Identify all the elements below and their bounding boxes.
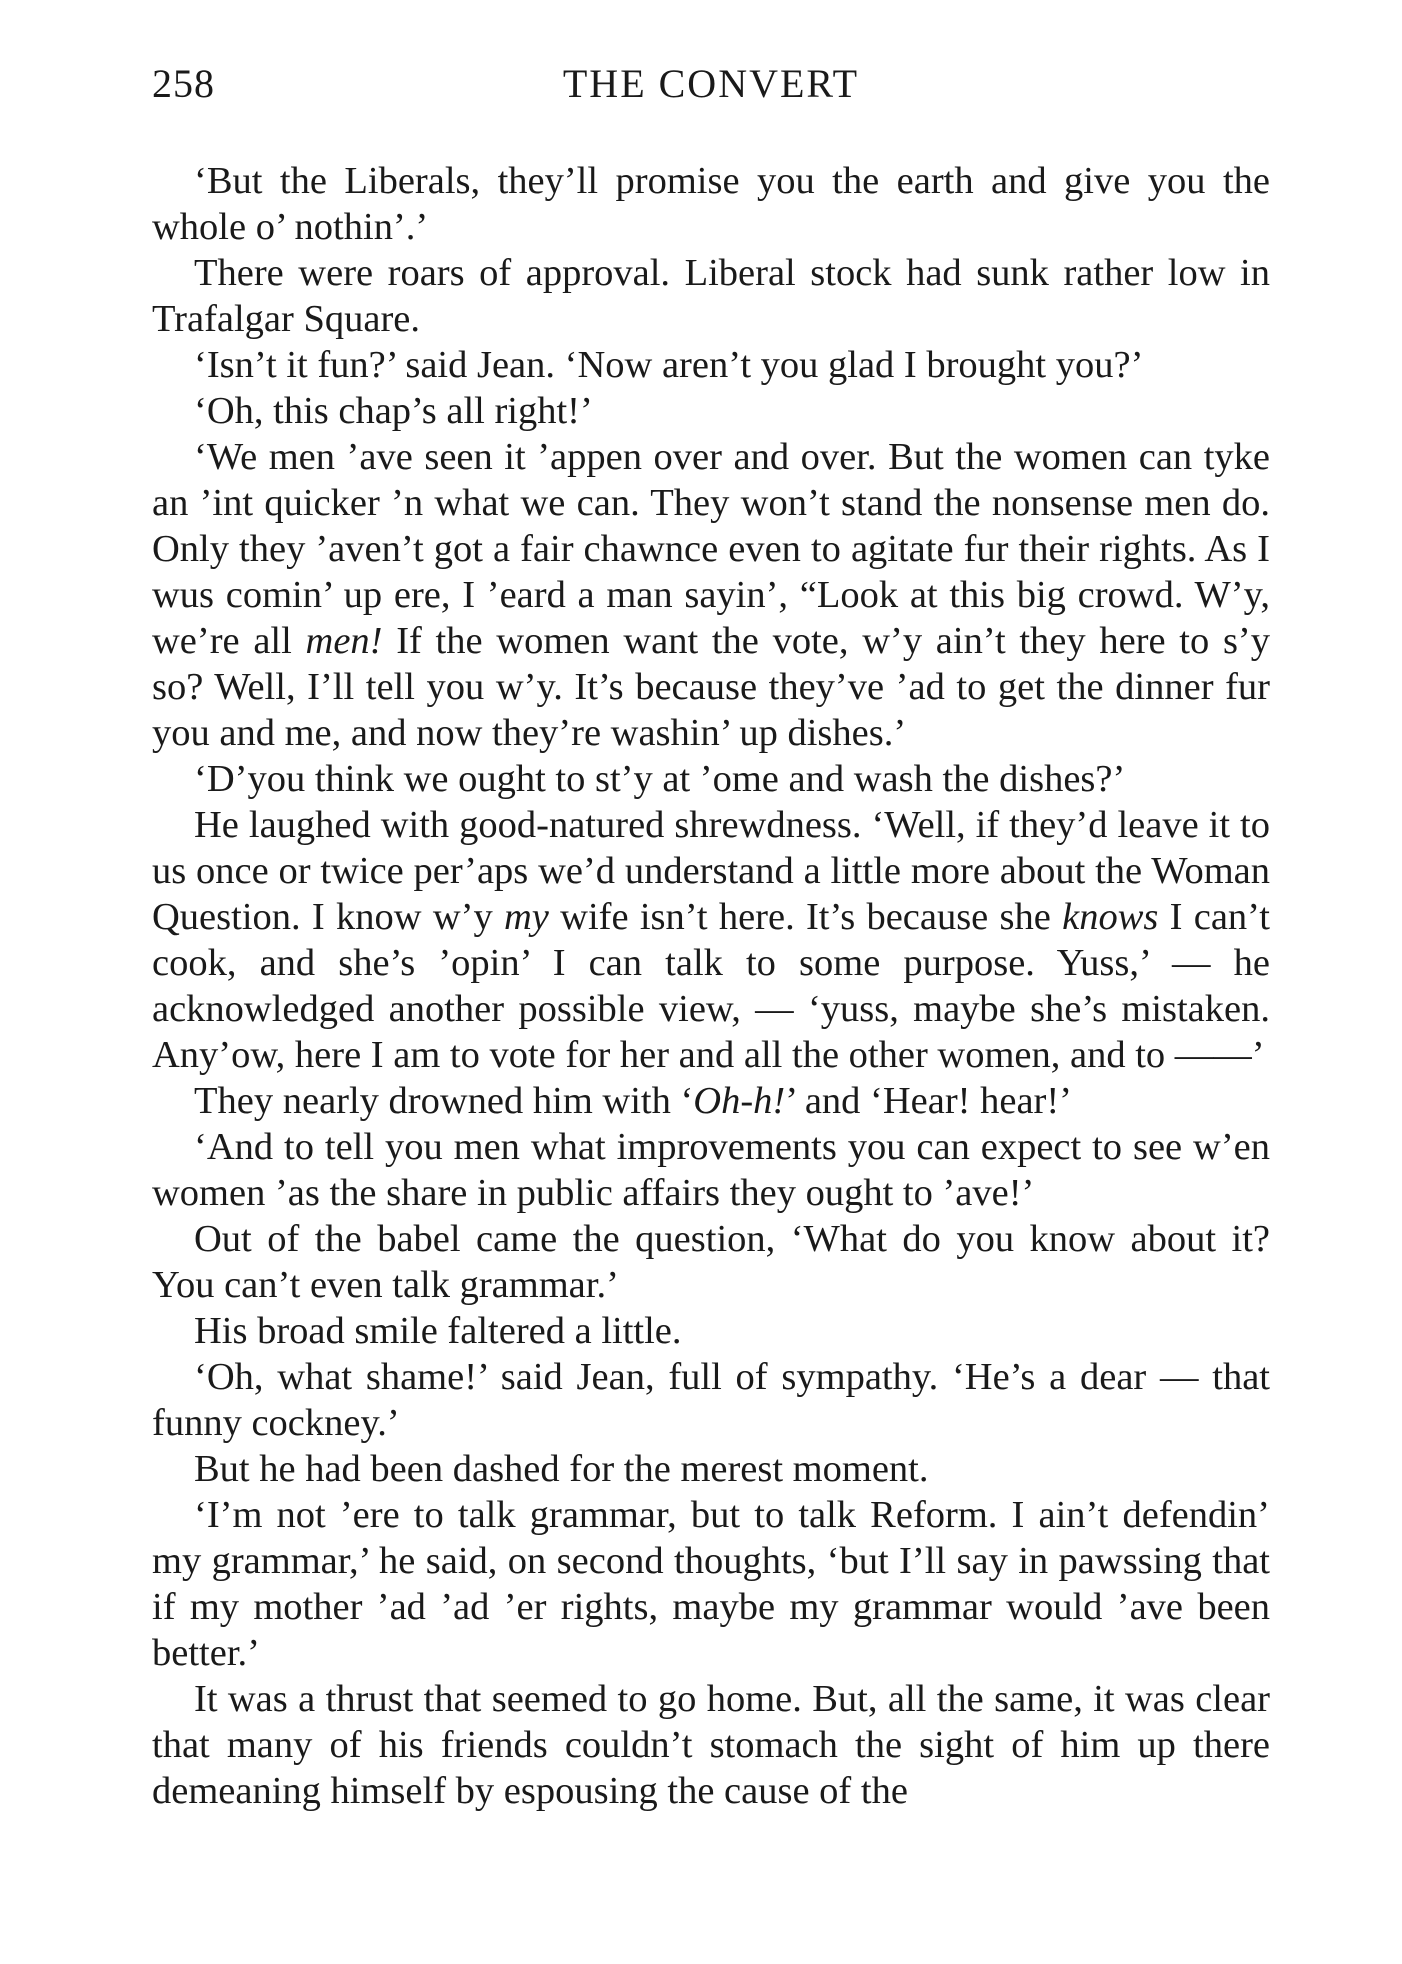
paragraph [152,802,1270,1078]
paragraph-text: They nearly drowned him with ‘ [194,1080,694,1122]
emphasis-text: Oh-h! [693,1080,786,1122]
paragraph: ‘But the Liberals, they’ll promise you the earth and give you the whole o’ nothin’.’ [152,160,1270,248]
paragraph [152,434,1270,756]
body-text [152,158,1270,1814]
paragraph: It was a thrust that seemed to go home. But, all the same, it was clear that many of his friends couldn’t stomach the sight of him up there demeaning himself by espousing the cause of the [152,1678,1270,1812]
paragraph-text: He laughed with good-natured shrewdness. ‘Well, if they’d leave it to us once or twice per’aps we’d understand a little more about the Woman Question. I know w’y [152,804,1270,938]
paragraph-text: ’ and ‘Hear! hear!’ [785,1080,1073,1122]
paragraph-text: ‘We men ’ave seen it ’appen over and over. But the women can tyke an ’int quicker ’n what we can. They won’t stand the nonsense men do. Only they ’aven’t got a fair chawnce even to agitate fur their rights. As I wus comin’ up ere, I ’eard a man sayin’, “Look at this big crowd. W’y, we’re all [152,436,1270,662]
paragraph: His broad smile faltered a little. [194,1310,682,1352]
paragraph: ‘I’m not ’ere to talk grammar, but to talk Reform. I ain’t defendin’ my grammar,’ he said, on second thoughts, ‘but I’ll say in pawssing that if my mother ’ad ’ad ’er rights, maybe my grammar would ’ave been better.’ [152,1494,1270,1674]
paragraph: ‘Oh, what shame!’ said Jean, full of sympathy. ‘He’s a dear — that funny cockney.’ [152,1356,1270,1444]
paragraph: ‘D’you think we ought to st’y at ’ome and wash the dishes?’ [194,758,1126,800]
paragraph-text: If the women want the vote, w’y ain’t they here to s’y so? Well, I’ll tell you w’y. It’s because they’ve ’ad to get the dinner fur you and me, and now they’re washin’ up dishes.’ [152,620,1270,754]
paragraph: ‘And to tell you men what improvements you can expect to see w’en women ’as the share in public affairs they ought to ’ave!’ [152,1126,1270,1214]
page-header [152,60,1270,116]
paragraph: ‘Oh, this chap’s all right!’ [194,390,593,432]
paragraph: There were roars of approval. Liberal stock had sunk rather low in Trafalgar Square. [152,252,1270,340]
paragraph: But he had been dashed for the merest moment. [194,1448,929,1490]
paragraph-text: I can’t cook, and she’s ’opin’ I can talk to some purpose. Yuss,’ — he acknowledged another possible view, — ‘yuss, maybe she’s mistaken. Any’ow, here I am to vote for her and all the other women, and to ——’ [152,896,1270,1076]
paragraph: ‘Isn’t it fun?’ said Jean. ‘Now aren’t you glad I brought you?’ [194,344,1144,386]
book-page [152,60,1270,1814]
paragraph: Out of the babel came the question, ‘What do you know about it? You can’t even talk grammar.’ [152,1218,1270,1306]
emphasis-text: my [503,896,549,938]
paragraph [152,1078,1270,1124]
page-number: 258 [152,61,215,106]
running-title: THE CONVERT [562,61,860,106]
paragraph-text: wife isn’t here. It’s because she [548,896,1063,938]
emphasis-text: men! [305,620,383,662]
emphasis-text: knows [1062,896,1159,938]
